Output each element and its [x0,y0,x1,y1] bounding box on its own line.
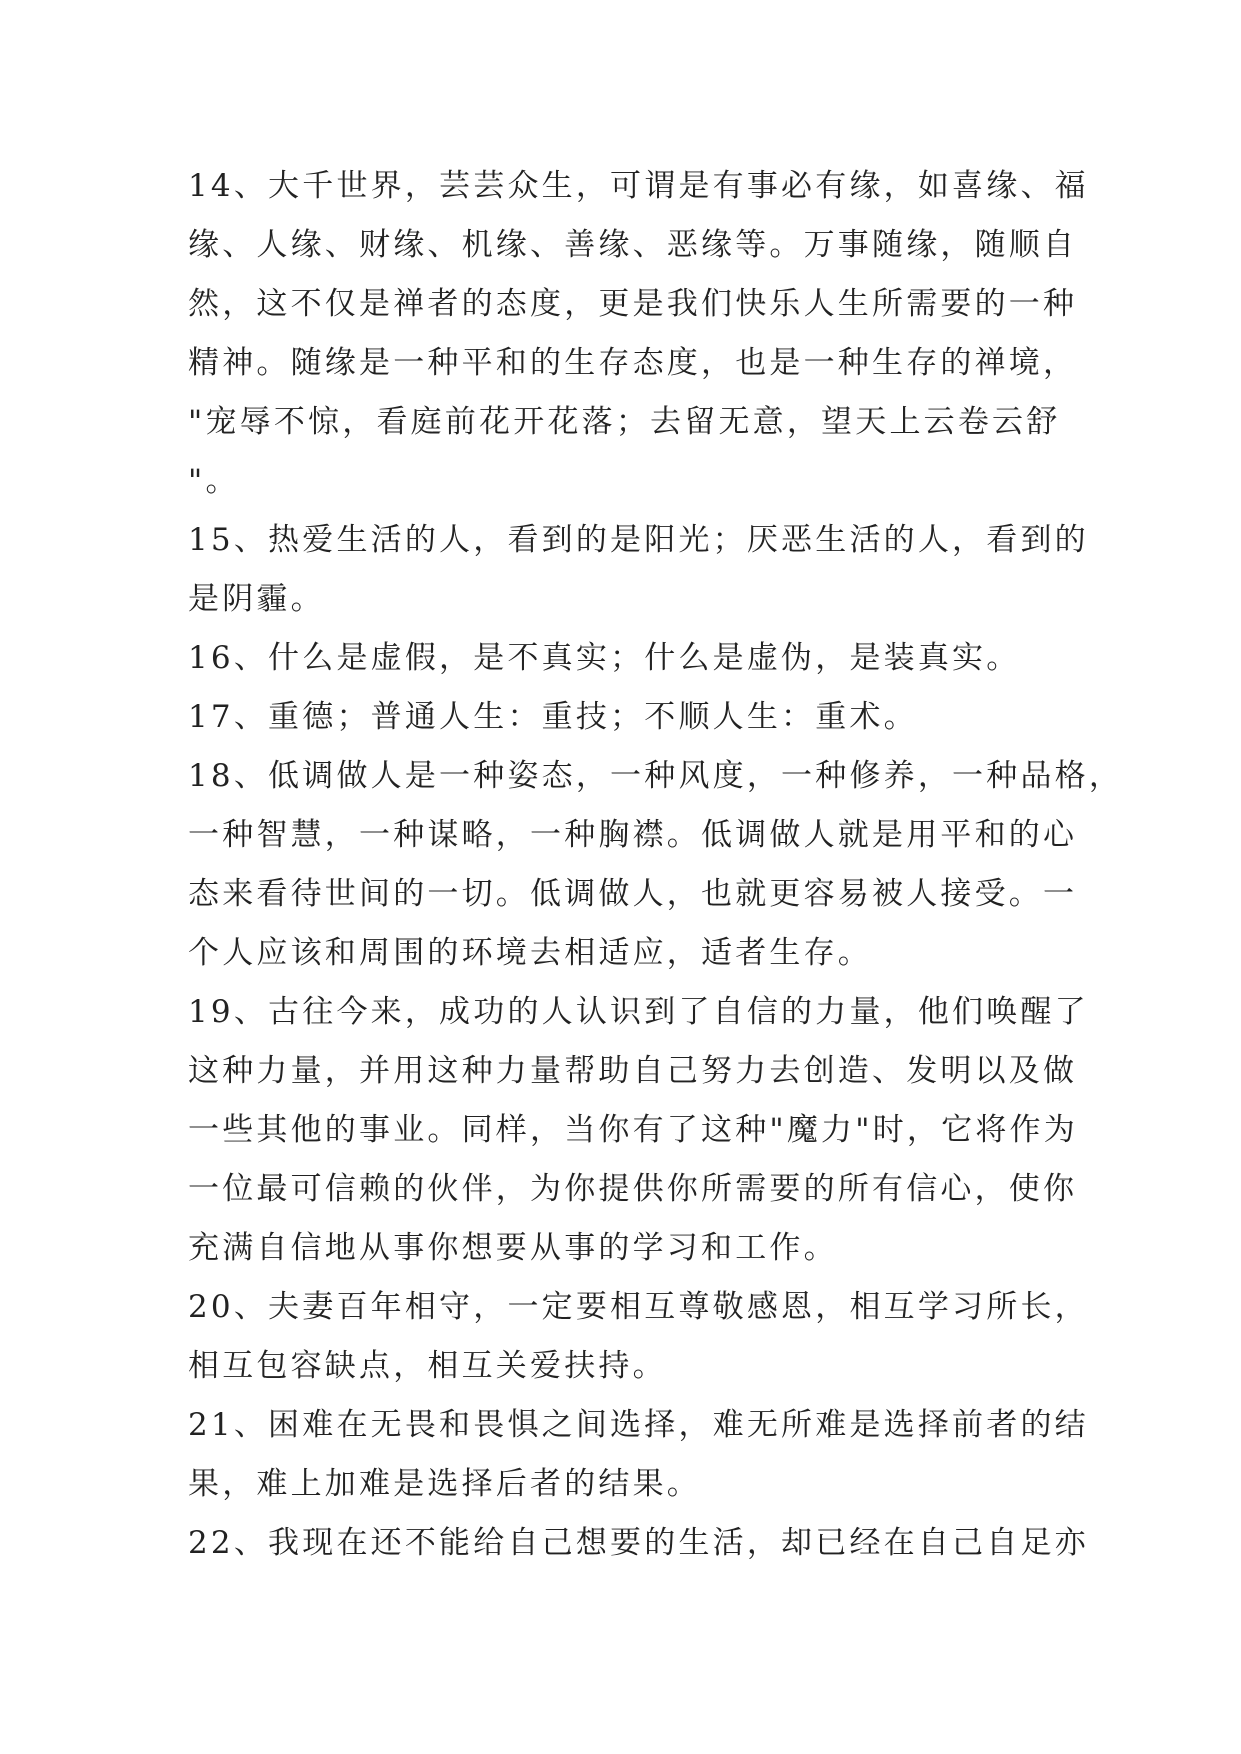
text-line: 充满自信地从事你想要从事的学习和工作。 [188,1230,838,1266]
text-line: 18、低调做人是一种姿态，一种风度，一种修养，一种品格， [188,758,1124,794]
text-line: 是阴霾。 [188,581,325,617]
text-line: 15、热爱生活的人，看到的是阳光；厌恶生活的人，看到的 [188,522,1089,558]
text-line: 一位最可信赖的伙伴，为你提供你所需要的所有信心，使你 [188,1171,1078,1207]
text-line: 缘、人缘、财缘、机缘、善缘、恶缘等。万事随缘，随顺自 [188,227,1078,263]
text-line: 一种智慧，一种谋略，一种胸襟。低调做人就是用平和的心 [188,817,1078,853]
text-line: 21、困难在无畏和畏惧之间选择，难无所难是选择前者的结 [188,1407,1089,1443]
text-line: 19、古往今来，成功的人认识到了自信的力量，他们唤醒了 [188,994,1089,1030]
text-line: "宠辱不惊，看庭前花开花落；去留无意，望天上云卷云舒 [188,404,1061,440]
text-line: 个人应该和周围的环境去相适应，适者生存。 [188,935,872,971]
text-line: "。 [188,463,240,499]
text-line: 精神。随缘是一种平和的生存态度，也是一种生存的禅境， [188,345,1078,381]
text-line: 一些其他的事业。同样，当你有了这种"魔力"时，它将作为 [188,1112,1078,1148]
text-line: 这种力量，并用这种力量帮助自己努力去创造、发明以及做 [188,1053,1078,1089]
text-line: 然，这不仅是禅者的态度，更是我们快乐人生所需要的一种 [188,286,1078,322]
text-line: 相互包容缺点，相互关爱扶持。 [188,1348,667,1384]
text-line: 14、大千世界，芸芸众生，可谓是有事必有缘，如喜缘、福 [188,168,1089,204]
text-line: 22、我现在还不能给自己想要的生活，却已经在自己自足亦 [188,1525,1089,1561]
text-line: 果，难上加难是选择后者的结果。 [188,1466,701,1502]
text-line: 16、什么是虚假，是不真实；什么是虚伪，是装真实。 [188,640,1021,676]
text-line: 态来看待世间的一切。低调做人，也就更容易被人接受。一 [188,876,1078,912]
document-body [188,157,1124,1573]
text-line: 20、夫妻百年相守，一定要相互尊敬感恩，相互学习所长， [188,1289,1089,1325]
text-line: 17、重德；普通人生：重技；不顺人生：重术。 [188,699,918,735]
